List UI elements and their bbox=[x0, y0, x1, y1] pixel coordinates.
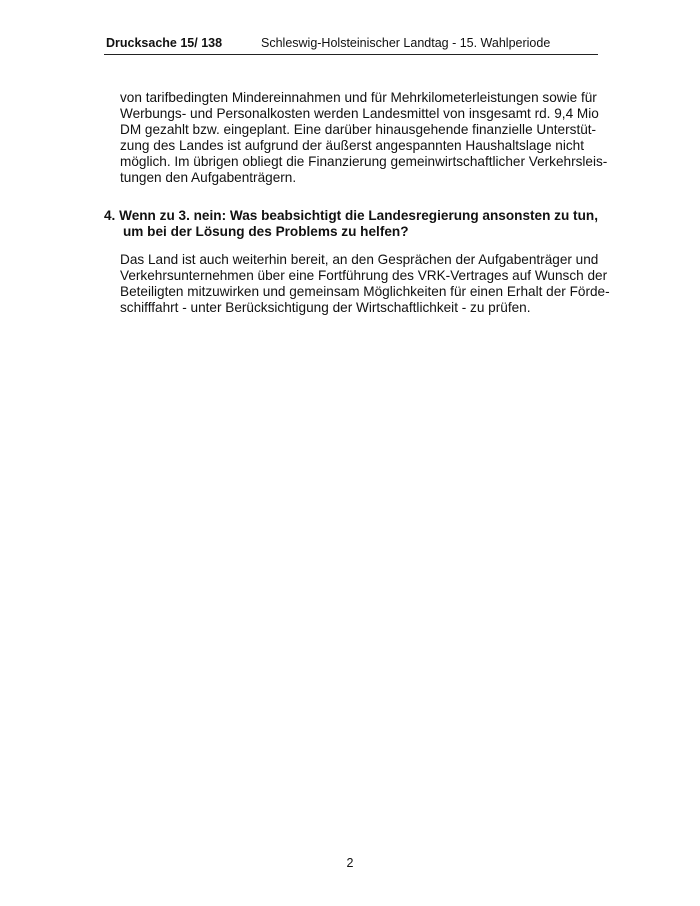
paragraph-line: möglich. Im übrigen obliegt die Finanzierung gemeinwirtschaftlicher Verkehrsleis- bbox=[120, 154, 608, 169]
page-number: 2 bbox=[346, 856, 354, 870]
paragraph-line: schifffahrt - unter Berücksichtigung der Wirtschaftlichkeit - zu prüfen. bbox=[120, 300, 531, 315]
header-divider bbox=[104, 54, 598, 55]
question-line: um bei der Lösung des Problems zu helfen? bbox=[123, 224, 409, 239]
paragraph-line: tungen den Aufgabenträgern. bbox=[120, 170, 297, 185]
document-header-title: Schleswig-Holsteinischer Landtag - 15. Wahlperiode bbox=[261, 36, 551, 50]
paragraph-line: von tarifbedingten Mindereinnahmen und für Mehrkilometerleistungen sowie für bbox=[120, 90, 597, 105]
question-line: 4. Wenn zu 3. nein: Was beabsichtigt die Landesregierung ansonsten zu tun, bbox=[104, 208, 598, 223]
page-header bbox=[106, 36, 596, 54]
paragraph-line: Das Land ist auch weiterhin bereit, an den Gesprächen der Aufgabenträger und bbox=[120, 252, 599, 267]
paragraph-line: Werbungs- und Personalkosten werden Landesmittel von insgesamt rd. 9,4 Mio bbox=[120, 106, 599, 121]
paragraph-line: DM gezahlt bzw. eingeplant. Eine darüber hinausgehende finanzielle Unterstüt- bbox=[120, 122, 597, 137]
paragraph-line: Verkehrsunternehmen über eine Fortführung des VRK-Vertrages auf Wunsch der bbox=[120, 268, 608, 283]
paragraph-line: Beteiligten mitzuwirken und gemeinsam Möglichkeiten für einen Erhalt der Förde- bbox=[120, 284, 610, 299]
document-number: Drucksache 15/ 138 bbox=[106, 36, 223, 50]
paragraph-line: zung des Landes ist aufgrund der äußerst angespannten Haushaltslage nicht bbox=[120, 138, 585, 153]
